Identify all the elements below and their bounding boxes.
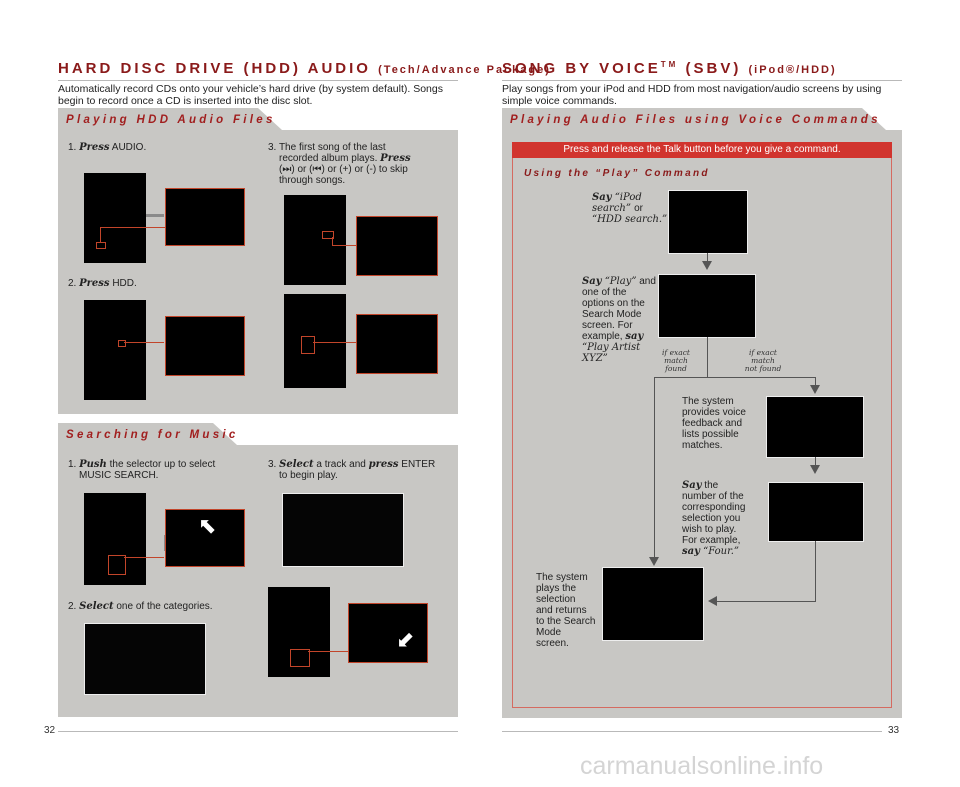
- matches-screen: [766, 396, 864, 458]
- branch-found-label: if exact match found: [662, 348, 690, 373]
- left-title-rule: [58, 80, 458, 81]
- voice-commands-panel: [502, 114, 902, 718]
- enter-button-highlight: [290, 649, 310, 667]
- dashboard-photo: [84, 300, 146, 400]
- step-2-text: 2. Press HDD.: [68, 278, 137, 289]
- left-intro: Automatically record CDs onto your vehicle’s hard drive (by system default). Songs begin to record once a CD is inserted into the disc slot.: [58, 83, 443, 107]
- left-page-title: HARD DISC DRIVE (HDD) AUDIO (Tech/Advance Package): [58, 60, 551, 77]
- say-play-text: Say “Play” and one of the options on the Search Mode screen. For example, say “Play Artist XYZ”: [582, 276, 656, 364]
- pointer-left-icon: ⬋: [396, 627, 415, 652]
- panel-title: Searching for Music: [66, 429, 239, 441]
- step-1-text: 1. Push the selector up to select MUSIC SEARCH.: [68, 459, 216, 481]
- left-footer-rule: [58, 731, 458, 732]
- flow-arrow-icon: [649, 557, 659, 566]
- categories-screen: [84, 623, 206, 695]
- talk-button-banner: Press and release the Talk button before you give a command.: [512, 142, 892, 158]
- say-number-text: Say the number of the corresponding selection you wish to play. For example, say “Four.”: [682, 480, 746, 557]
- panel-title: Playing Audio Files using Voice Commands: [510, 114, 881, 126]
- now-playing-screen: [602, 567, 704, 641]
- flow-arrow-icon: [810, 465, 820, 474]
- flow-arrow-icon: [810, 385, 820, 394]
- step-1-text: 1. Press AUDIO.: [68, 142, 147, 153]
- step-3-text: 3. The first song of the last recorded album plays. Press (⏭) or (⏮) or (+) or (-) to skip through songs.: [268, 142, 411, 186]
- say-search-text: Say “iPod search” or “HDD search.”: [592, 192, 668, 225]
- selector-highlight: [301, 336, 315, 354]
- playing-screen: [356, 216, 438, 276]
- audio-screen: [165, 188, 245, 246]
- pointer-up-icon: ⬉: [198, 513, 217, 538]
- result-text: The system plays the selection and returns to the Search Mode screen.: [536, 572, 596, 649]
- flow-arrow-icon: [708, 596, 717, 606]
- feedback-text: The system provides voice feedback and lists possible matches.: [682, 396, 746, 451]
- searching-music-panel: [58, 429, 458, 717]
- audio-button-highlight: [96, 242, 106, 249]
- dashboard-photo: [284, 195, 346, 285]
- flow-arrow-icon: [702, 261, 712, 270]
- playing-screen-2: [356, 314, 438, 374]
- step-2-text: 2. Select one of the categories.: [68, 601, 213, 612]
- dashboard-photo: [84, 173, 146, 263]
- search-screen: [668, 190, 748, 254]
- right-page-title: SONG BY VOICE™ (SBV) (iPod®/HDD): [502, 60, 837, 77]
- track-list-screen: [282, 493, 404, 567]
- watermark: carmanualsonline.info: [580, 752, 824, 780]
- right-intro: Play songs from your iPod and HDD from most navigation/audio screens by using simple voice commands.: [502, 83, 882, 107]
- step-3-text: 3. Select a track and press ENTER to begin play.: [268, 459, 436, 481]
- branch-not-found-label: if exact match not found: [744, 348, 782, 373]
- selection-screen: [768, 482, 864, 542]
- playing-hdd-panel: [58, 114, 458, 414]
- hdd-screen: [165, 316, 245, 376]
- right-title-rule: [502, 80, 902, 81]
- dashboard-photo: [284, 294, 346, 388]
- right-footer-rule: [502, 731, 882, 732]
- page-number: 32: [44, 725, 56, 736]
- play-command-subtitle: Using the “Play” Command: [524, 168, 710, 179]
- search-mode-screen: [658, 274, 756, 338]
- playing-track-screen: [348, 603, 428, 663]
- selector-highlight: [108, 555, 126, 575]
- page-number: 33: [888, 725, 900, 736]
- panel-title: Playing HDD Audio Files: [66, 114, 276, 126]
